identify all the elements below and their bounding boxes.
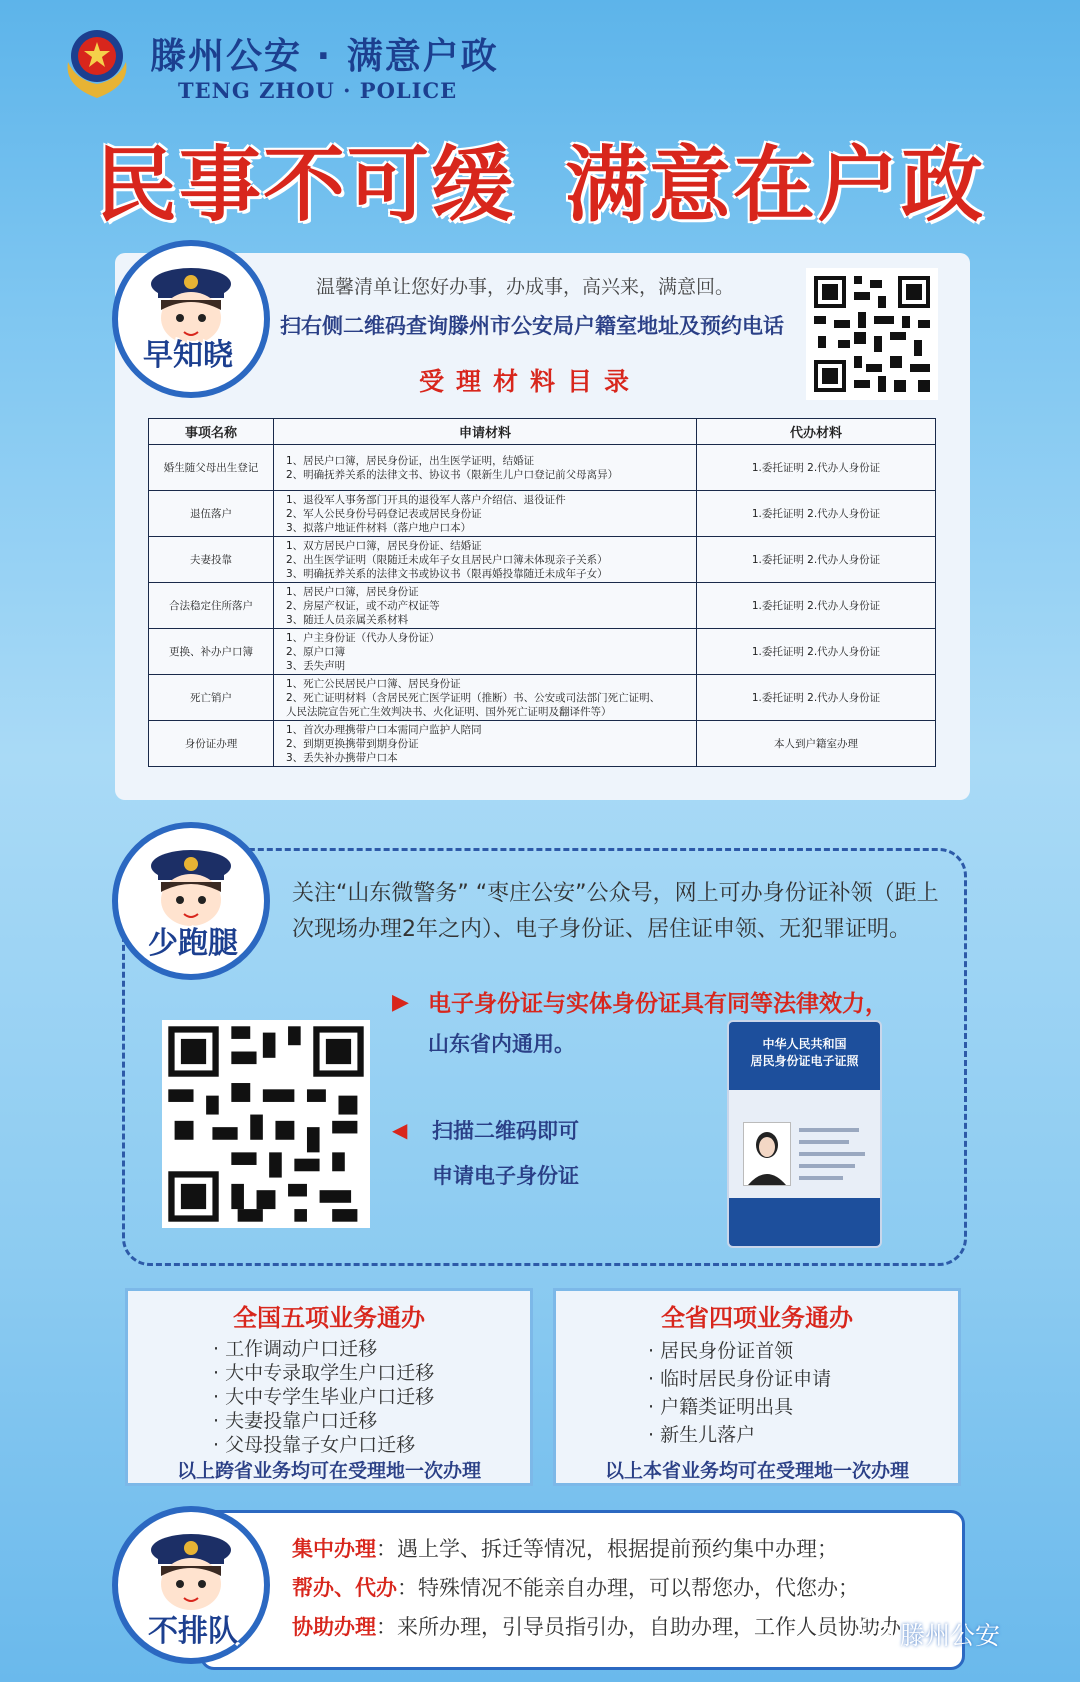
national-service-item: · 夫妻投靠户口迁移 <box>213 1410 378 1432</box>
row-agent: 1.委托证明 2.代办人身份证 <box>697 629 936 675</box>
table-row <box>149 445 936 491</box>
card-title-line-2: 居民身份证电子证照 <box>750 1054 859 1068</box>
material-line: 1、双方居民户口簿，居民身份证、结婚证 <box>286 539 482 552</box>
national-service-item: · 大中专学生毕业户口迁移 <box>213 1386 435 1408</box>
slogan-right: 满意在户政 <box>565 138 986 233</box>
row-item-name: 婚生随父母出生登记 <box>149 445 274 491</box>
no-queue-text: ：遇上学、拆迁等情况，根据提前预约集中办理； <box>376 1537 838 1561</box>
table-header-name: 事项名称 <box>149 419 274 445</box>
material-line: 2、死亡证明材料（含居民死亡医学证明（推断）书、公安或司法部门死亡证明、 <box>286 691 661 704</box>
table-row <box>149 675 936 721</box>
no-queue-label: 帮办、代办 <box>292 1576 397 1600</box>
no-queue-text: ：特殊情况不能亲自办理，可以帮您办，代您办； <box>397 1576 859 1600</box>
table-row <box>149 491 936 537</box>
material-line: 3、丢失声明 <box>286 659 346 672</box>
material-line: 3、随迁人员亲属关系材料 <box>286 613 409 626</box>
online-service-text: 关注“山东微警务” “枣庄公安”公众号，网上可办身份证补领（距上次现场办理2年之内）、电子身份证、居住证申领、无犯罪证明。 <box>292 881 939 942</box>
material-line: 2、明确抚养关系的法律文书、协议书（限新生儿户口登记前父母离异） <box>286 468 619 481</box>
provincial-services-footer: 以上本省业务均可在受理地一次办理 <box>604 1460 909 1482</box>
row-item-name: 死亡销户 <box>149 675 274 721</box>
scan-instruction-line-2: 申请电子身份证 <box>432 1164 579 1188</box>
table-header-agent: 代办材料 <box>697 419 936 445</box>
row-materials <box>274 721 697 767</box>
row-agent: 1.委托证明 2.代办人身份证 <box>697 675 936 721</box>
table-row <box>149 629 936 675</box>
header-title: 滕州公安 · 满意户政 <box>150 36 499 77</box>
row-materials <box>274 537 697 583</box>
material-line: 2、军人公民身份号码登记表或居民身份证 <box>286 507 482 520</box>
material-line: 2、出生医学证明（限随迁未成年子女且居民户口簿未体现亲子关系） <box>286 553 608 566</box>
national-services-title: 全国五项业务通办 <box>233 1304 425 1332</box>
e-id-highlight-line-2: 山东省内通用。 <box>428 1032 575 1056</box>
material-line: 人民法院宣告死亡生效判决书、火化证明、国外死亡证明及翻译件等） <box>286 705 612 718</box>
row-item-name: 身份证办理 <box>149 721 274 767</box>
material-line: 1、户主身份证（代办人身份证） <box>286 631 440 644</box>
material-line: 1、死亡公民居民户口簿、居民身份证 <box>286 677 461 690</box>
e-id-qr-code-icon[interactable] <box>162 1020 370 1228</box>
row-materials <box>274 675 697 721</box>
row-materials <box>274 629 697 675</box>
play-left-icon: ◀ <box>392 1118 408 1142</box>
badge-shaopaotui: 少跑腿 <box>148 926 238 961</box>
row-agent: 1.委托证明 2.代办人身份证 <box>697 445 936 491</box>
material-line: 1、居民户口簿，居民身份证，出生医学证明，结婚证 <box>286 454 535 467</box>
e-id-card-image <box>727 1020 882 1248</box>
no-queue-label: 集中办理 <box>292 1537 376 1561</box>
material-line: 3、拟落户地证件材料（落户地户口本） <box>286 521 472 534</box>
table-header-materials: 申请材料 <box>274 419 697 445</box>
row-agent: 本人到户籍室办理 <box>697 721 936 767</box>
row-agent: 1.委托证明 2.代办人身份证 <box>697 583 936 629</box>
provincial-service-item: · 居民身份证首领 <box>648 1340 794 1362</box>
row-materials <box>274 445 697 491</box>
material-line: 3、丢失补办携带户口本 <box>286 751 398 764</box>
material-line: 2、房屋产权证，或不动产权证等 <box>286 599 440 612</box>
national-service-item: · 工作调动户口迁移 <box>213 1338 378 1360</box>
id-info-lines-icon <box>799 1126 873 1186</box>
table-row <box>149 721 936 767</box>
row-item-name: 夫妻投靠 <box>149 537 274 583</box>
national-services-footer: 以上跨省业务均可在受理地一次办理 <box>176 1460 481 1482</box>
row-item-name: 退伍落户 <box>149 491 274 537</box>
row-item-name: 合法稳定住所落户 <box>149 583 274 629</box>
header-subtitle: TENG ZHOU · POLICE <box>178 78 458 103</box>
row-materials <box>274 583 697 629</box>
provincial-service-item: · 新生儿落户 <box>648 1424 756 1446</box>
provincial-service-item: · 临时居民身份证申请 <box>648 1368 832 1390</box>
national-service-item: · 父母投靠子女户口迁移 <box>213 1434 416 1456</box>
provincial-service-item: · 户籍类证明出具 <box>648 1396 794 1418</box>
mascot-avatar-zaozhixiao <box>112 240 270 398</box>
no-queue-line <box>292 1533 838 1563</box>
play-right-icon: ▶ <box>392 990 409 1015</box>
table-row <box>149 583 936 629</box>
id-photo-icon <box>743 1122 791 1186</box>
intro-line-2: 扫右侧二维码查询滕州市公安局户籍室地址及预约电话 <box>280 314 784 338</box>
qr-code-icon[interactable] <box>806 268 938 400</box>
materials-list-title: 受理材料目录 <box>418 367 641 396</box>
card-title-line-1: 中华人民共和国 <box>762 1037 847 1051</box>
material-line: 1、首次办理携带户口本需同户监护人陪同 <box>286 723 482 736</box>
material-line: 1、退役军人事务部门开具的退役军人落户介绍信、退役证件 <box>286 493 566 506</box>
no-queue-label: 协助办理 <box>292 1615 376 1639</box>
police-emblem-icon <box>58 22 136 100</box>
intro-line-1: 温馨清单让您好办事，办成事，高兴来，满意回。 <box>315 276 734 298</box>
badge-zaozhixiao: 早知晓 <box>143 338 233 373</box>
material-line: 3、明确抚养关系的法律文书或协议书（限再婚投靠随迁未成年子女） <box>286 567 608 580</box>
wechat-icon <box>860 1614 894 1646</box>
slogan-left: 民事不可缓 <box>94 138 515 233</box>
national-service-item: · 大中专录取学生户口迁移 <box>213 1362 435 1384</box>
provincial-services-title: 全省四项业务通办 <box>661 1304 853 1332</box>
e-id-highlight-line-1: 电子身份证与实体身份证具有同等法律效力， <box>428 991 888 1017</box>
material-line: 1、居民户口簿，居民身份证 <box>286 585 419 598</box>
no-queue-line <box>292 1572 859 1602</box>
table-row <box>149 537 936 583</box>
watermark: 滕州公安 <box>900 1621 1001 1650</box>
row-agent: 1.委托证明 2.代办人身份证 <box>697 491 936 537</box>
materials-table <box>148 418 936 767</box>
row-agent: 1.委托证明 2.代办人身份证 <box>697 537 936 583</box>
row-materials <box>274 491 697 537</box>
material-line: 2、到期更换携带到期身份证 <box>286 737 419 750</box>
badge-bupaidui: 不排队 <box>148 1614 238 1649</box>
scan-instruction-line-1: 扫描二维码即可 <box>432 1119 579 1143</box>
no-queue-text: ：来所办理，引导员指引办，自助办理，工作人员协助办 <box>376 1615 901 1639</box>
row-item-name: 更换、补办户口簿 <box>149 629 274 675</box>
no-queue-line <box>292 1611 901 1641</box>
slogan <box>0 120 1080 237</box>
material-line: 2、原户口簿 <box>286 645 346 658</box>
